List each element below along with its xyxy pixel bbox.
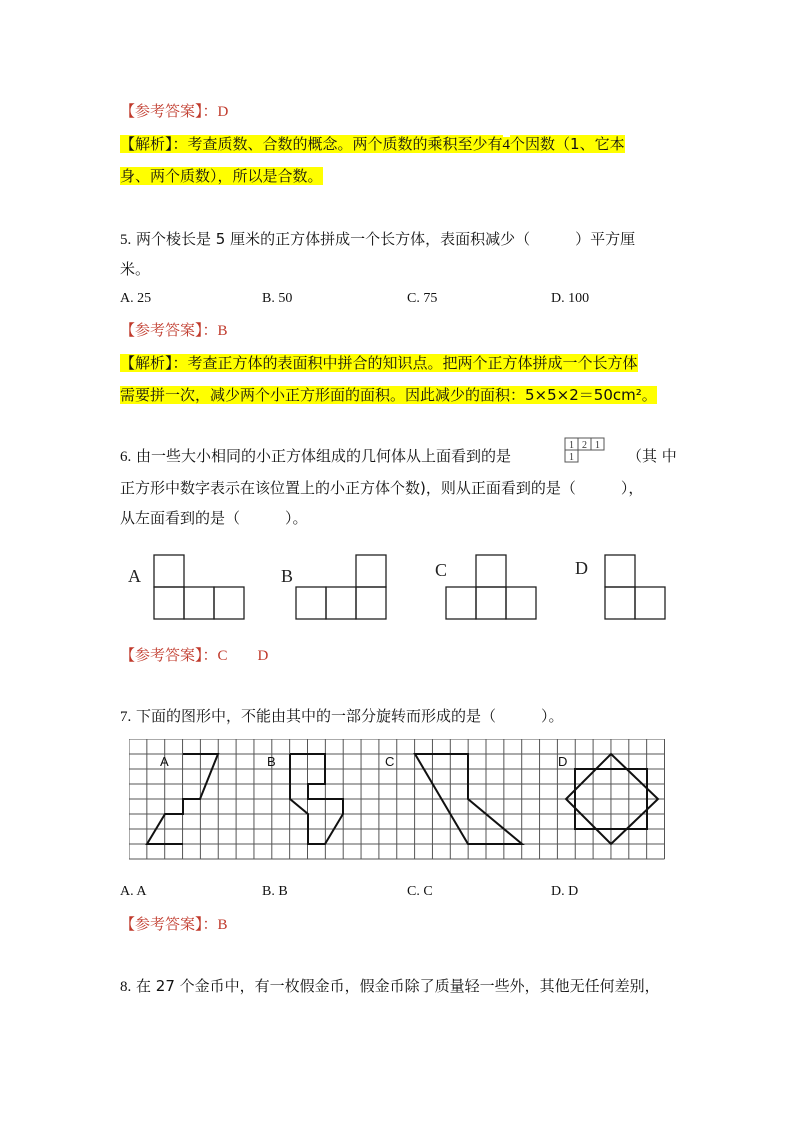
option-a: A. A — [120, 884, 147, 899]
analysis-text: 考查正方体的表面积中拼合的知识点。把两个正方体拼成一个长方体 — [187, 354, 638, 372]
option-c: C. C — [407, 884, 433, 899]
q5-stem-line1 — [120, 229, 635, 250]
question-text: 由一些大小相同的小正方体组成的几何体从上面看到的是 — [136, 447, 512, 465]
analysis-text: 考查质数、合数的概念。两个质数的乘积至少有 — [187, 135, 503, 153]
question-number: 8. — [120, 979, 132, 995]
q6-stem-line2 — [120, 478, 643, 498]
grid-label-a: A — [160, 754, 169, 769]
figure-label-c: C — [435, 560, 448, 580]
top-view-number: 1 — [595, 440, 600, 451]
figure-d — [605, 555, 665, 619]
analysis-label: 【解析】 — [120, 135, 173, 153]
question-text: 下面的图形中，不能由其中的一部分旋转而形成的是（ ）。 — [136, 707, 564, 725]
option-b: B. 50 — [262, 291, 293, 306]
figure-b — [296, 555, 386, 619]
q8-stem — [120, 976, 660, 997]
question-text: （其 中 — [627, 447, 677, 465]
q7-stem — [120, 706, 564, 727]
option-a: A. 25 — [120, 291, 152, 306]
question-text: 米。 — [120, 260, 151, 278]
answer-label: 【参考答案】 — [120, 102, 203, 120]
option-c: C. 75 — [407, 291, 438, 306]
answer-value: B — [217, 917, 228, 933]
q5-analysis-line2 — [120, 385, 657, 405]
figure-c — [446, 555, 536, 619]
q5-stem-line2 — [120, 259, 150, 279]
answer-sep: ： — [202, 646, 218, 664]
answer-value: C D — [217, 648, 269, 664]
q4-analysis-line1 — [120, 134, 625, 155]
top-view-number: 1 — [569, 452, 574, 463]
option-d: D. 100 — [551, 291, 590, 306]
q4-analysis-line2 — [120, 166, 323, 186]
question-number: 6. — [120, 449, 132, 465]
q5-answer — [120, 320, 228, 341]
grid-label-d: D — [558, 754, 568, 769]
answer-label: 【参考答案】 — [120, 646, 203, 664]
analysis-text: 身、两个质数），所以是合数。 — [120, 167, 323, 185]
figure-label-d: D — [575, 558, 588, 578]
q7-grid-figure — [129, 739, 669, 861]
question-number: 7. — [120, 709, 132, 725]
q6-stem-line1 — [120, 446, 511, 467]
figure-label-a: A — [128, 566, 141, 586]
q6-answer — [120, 645, 268, 666]
analysis-sep: ： — [172, 354, 188, 372]
question-text: 在 27 个金币中，有一枚假金币，假金币除了质量轻一些外，其他无任何差别， — [136, 977, 660, 995]
answer-sep: ： — [202, 102, 218, 120]
grid-label-c: C — [385, 754, 395, 769]
question-text: 从左面看到的是（ ）。 — [120, 509, 308, 527]
answer-value: D — [217, 104, 229, 120]
question-number: 5. — [120, 232, 132, 248]
option-b: B. B — [262, 884, 288, 899]
q7-answer — [120, 914, 228, 935]
answer-sep: ： — [202, 915, 218, 933]
option-d: D. D — [551, 884, 579, 899]
q6-stem-line1b — [627, 446, 677, 466]
top-view-figure — [564, 437, 608, 463]
grid-label-b: B — [267, 754, 276, 769]
figure-a — [154, 555, 244, 619]
analysis-number: 4 — [502, 137, 511, 153]
q6-option-figures — [120, 550, 680, 625]
question-text: 正方形中数字表示在该位置上的小正方体个数)，则从正面看到的是（ ）， — [120, 479, 644, 497]
analysis-text: 需要拼一次，减少两个小正方形面的面积。因此减少的面积：5×5×2＝50cm²。 — [120, 386, 657, 404]
top-view-number: 2 — [582, 440, 587, 451]
top-view-number: 1 — [569, 440, 574, 451]
q4-answer — [120, 101, 228, 122]
q5-analysis-line1 — [120, 353, 638, 373]
answer-value: B — [217, 323, 228, 339]
figure-label-b: B — [281, 566, 294, 586]
analysis-label: 【解析】 — [120, 354, 173, 372]
question-text: 两个棱长是 5 厘米的正方体拼成一个长方体，表面积减少（ ）平方厘 — [136, 230, 636, 248]
q6-stem-line3 — [120, 508, 308, 528]
analysis-sep: ： — [172, 135, 188, 153]
analysis-text: 个因数（1、它本 — [510, 135, 625, 153]
answer-label: 【参考答案】 — [120, 321, 203, 339]
answer-label: 【参考答案】 — [120, 915, 203, 933]
answer-sep: ： — [202, 321, 218, 339]
